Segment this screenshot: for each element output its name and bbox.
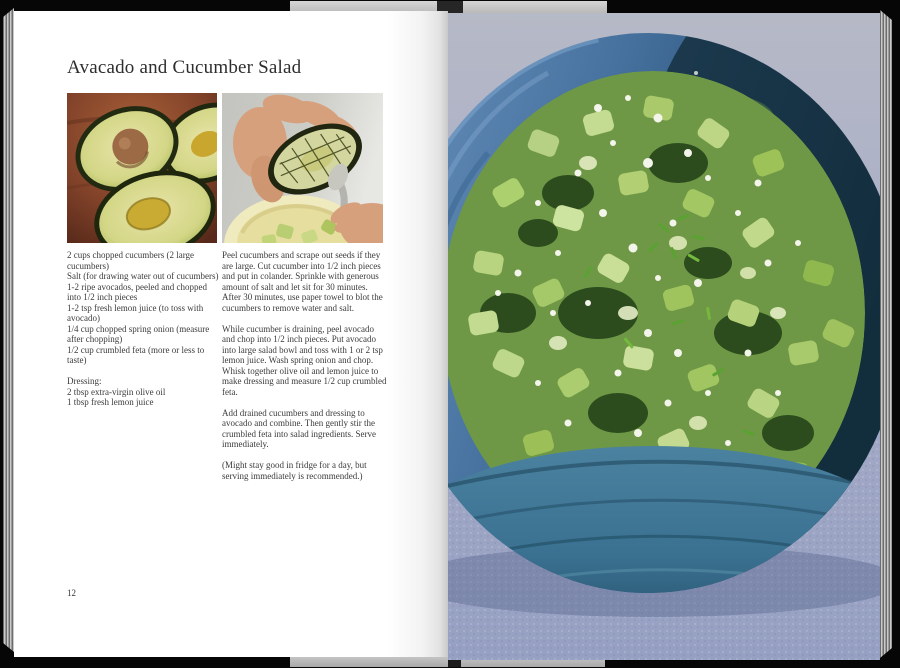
salad-bowl-photo	[448, 13, 880, 660]
scooping-avocado-photo	[222, 93, 383, 243]
ingredient-line: 1/4 cup chopped spring onion (measure after chopping)	[67, 323, 210, 344]
page-number: 12	[67, 588, 76, 598]
dressing-line: 1 tbsp fresh lemon juice	[67, 397, 154, 407]
instruction-paragraph: While cucumber is draining, peel avocado and chop into 1/2 inch pieces. Put avocado into large salad bowl and toss with 1 or 2 tsp lemon juice. Wash spring onion and chop. Whisk together olive oil and lemon juice to make dressing and measure 1/2 cup crumbled feta.	[222, 323, 387, 397]
page-stack-left-edge[interactable]	[3, 8, 14, 652]
page-title: Avacado and Cucumber Salad	[67, 57, 302, 78]
scooping-avocado-illustration	[222, 93, 383, 243]
instruction-paragraph: Peel cucumbers and scrape out seeds if they are large. Cut cucumber into 1/2 inch pieces and put in colander. Sprinkle with generous amount of salt and let sit for 30 minutes. After 30 minutes, use paper towel to blot the cucumbers to remove water and salt.	[222, 250, 383, 313]
instructions-column	[222, 250, 388, 492]
left-page[interactable]	[14, 11, 448, 657]
right-page[interactable]	[448, 13, 880, 660]
dressing-heading: Dressing:	[67, 376, 102, 386]
avocado-halves-illustration	[67, 93, 217, 243]
ingredient-line: 1-2 tsp fresh lemon juice (to toss with avocado)	[67, 302, 204, 323]
instruction-paragraph: Add drained cucumbers and dressing to avocado and combine. Then gently stir the crumbled feta into salad ingredients. Serve immediately.	[222, 407, 376, 449]
ingredient-line: 1/2 cup crumbled feta (more or less to taste)	[67, 344, 205, 365]
page-edges-top-right	[463, 1, 607, 13]
ingredient-line: 1-2 ripe avocados, peeled and chopped into 1/2 inch pieces	[67, 281, 207, 302]
dressing-list	[67, 387, 220, 408]
dressing-line: 2 tbsp extra-virgin olive oil	[67, 386, 166, 397]
ingredients-column	[67, 250, 220, 408]
page-stack-right-edge[interactable]	[880, 10, 892, 658]
avocado-halves-photo	[67, 93, 217, 243]
ingredient-line: Salt (for drawing water out of cucumbers)	[67, 271, 219, 281]
ingredients-list	[67, 250, 220, 366]
ingredient-line: 2 cups chopped cucumbers (2 large cucumbers)	[67, 250, 195, 271]
instruction-paragraph: (Might stay good in fridge for a day, but serving immediately is recommended.)	[222, 460, 367, 481]
